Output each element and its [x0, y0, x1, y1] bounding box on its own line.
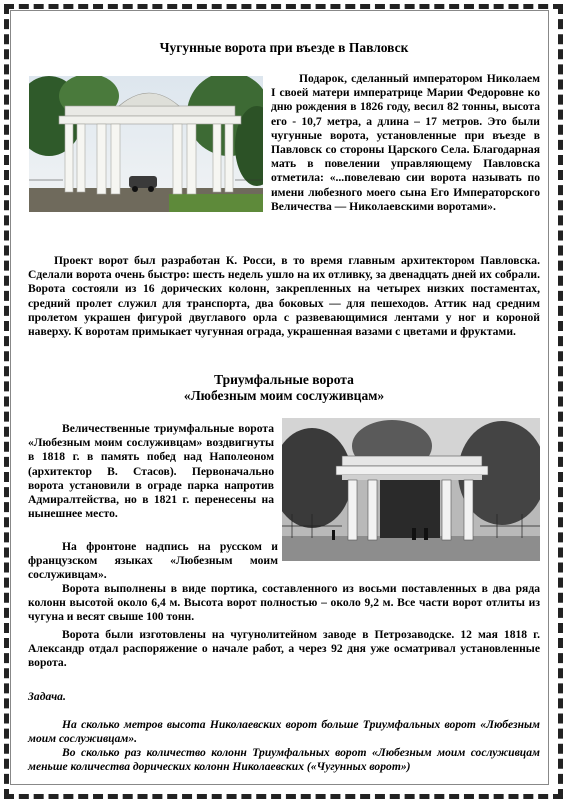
section2-title-line2: «Любезным моим сослуживцам»	[183, 388, 385, 403]
task-question-1: На сколько метров высота Николаевских ворот больше Триумфальных ворот «Любезным моим сослуживцам».	[28, 718, 540, 746]
section1-para2: Проект ворот был разработан К. Росси, в то время главным архитектором Павловска. Сделали ворота очень быстро: шесть недель ушло на их отливку, за двенадцать дней их собрали. Ворота состояли из 16 дорических колонн, закрепленных на четырех низких постаментах, средний пролет служил для транспорта, два боковых — для пешеходов. Аттик над средним пролетом украшен фигурой двуглавого орла с развевающимися лентами у ног и короной наверху. К воротам примыкает чугунная ограда, украшенная вазами с цветами и фруктами.	[28, 254, 540, 339]
task-question-2: Во сколько раз количество колонн Триумфальных ворот «Любезным моим сослуживцам меньше количества дорических колонн Николаевских («Чугунных ворот»)	[28, 746, 540, 774]
section2-para3: Ворота выполнены в виде портика, составленного из восьми поставленных в два ряда колонн высотой около 6,4 м. Высота ворот полностью – около 9,2 м. Все части ворот отлиты из чугуна и весят свыше 100 тонн.	[28, 582, 540, 624]
section2-title	[28, 372, 540, 404]
section1-para1: Подарок, сделанный императором Николаем I своей матери императрице Марии Федоровне ко дню рождения в 1826 году, весил 82 тонны, высота его - 10,7 метра, а длина – 17 метров. Это были чугунные ворота, установленные при въезде в Павловск со стороны Царского Села. Благодарная мать в повелении управляющему Павловска отметила: «...повелеваю сии ворота называть по имени любезного моего сына Его Императорского Величества — Николаевскими воротами».	[271, 72, 540, 213]
triumphal-gates-illustration	[282, 418, 540, 561]
task-heading: Задача.	[28, 690, 66, 703]
section2-para4: Ворота были изготовлены на чугунолитейном заводе в Петрозаводске. 12 мая 1818 г. Александр отдал распоряжение о начале работ, а через 92 дня уже осматривал установленные ворота.	[28, 628, 540, 670]
document-page	[28, 28, 540, 788]
nikolaev-gates-photo	[29, 76, 263, 212]
section2-para2: На фронтоне надпись на русском и французском языках «Любезным моим сослуживцам».	[28, 540, 278, 582]
triumphal-gates-photo	[282, 418, 540, 561]
section2-para1: Величественные триумфальные ворота «Любезным моим сослуживцам» воздвигнуты в 1818 г. в память побед над Наполеоном (архитектор В. Стасов). Первоначально ворота установили в ограде парка напротив Адмиралтейства, но в 1821 г. перенесены на нынешнее место.	[28, 422, 274, 521]
section2-title-line1: Триумфальные ворота	[214, 372, 354, 387]
section1-title: Чугунные ворота при въезде в Павловск	[159, 40, 409, 55]
nikolaev-gates-illustration	[29, 76, 263, 212]
